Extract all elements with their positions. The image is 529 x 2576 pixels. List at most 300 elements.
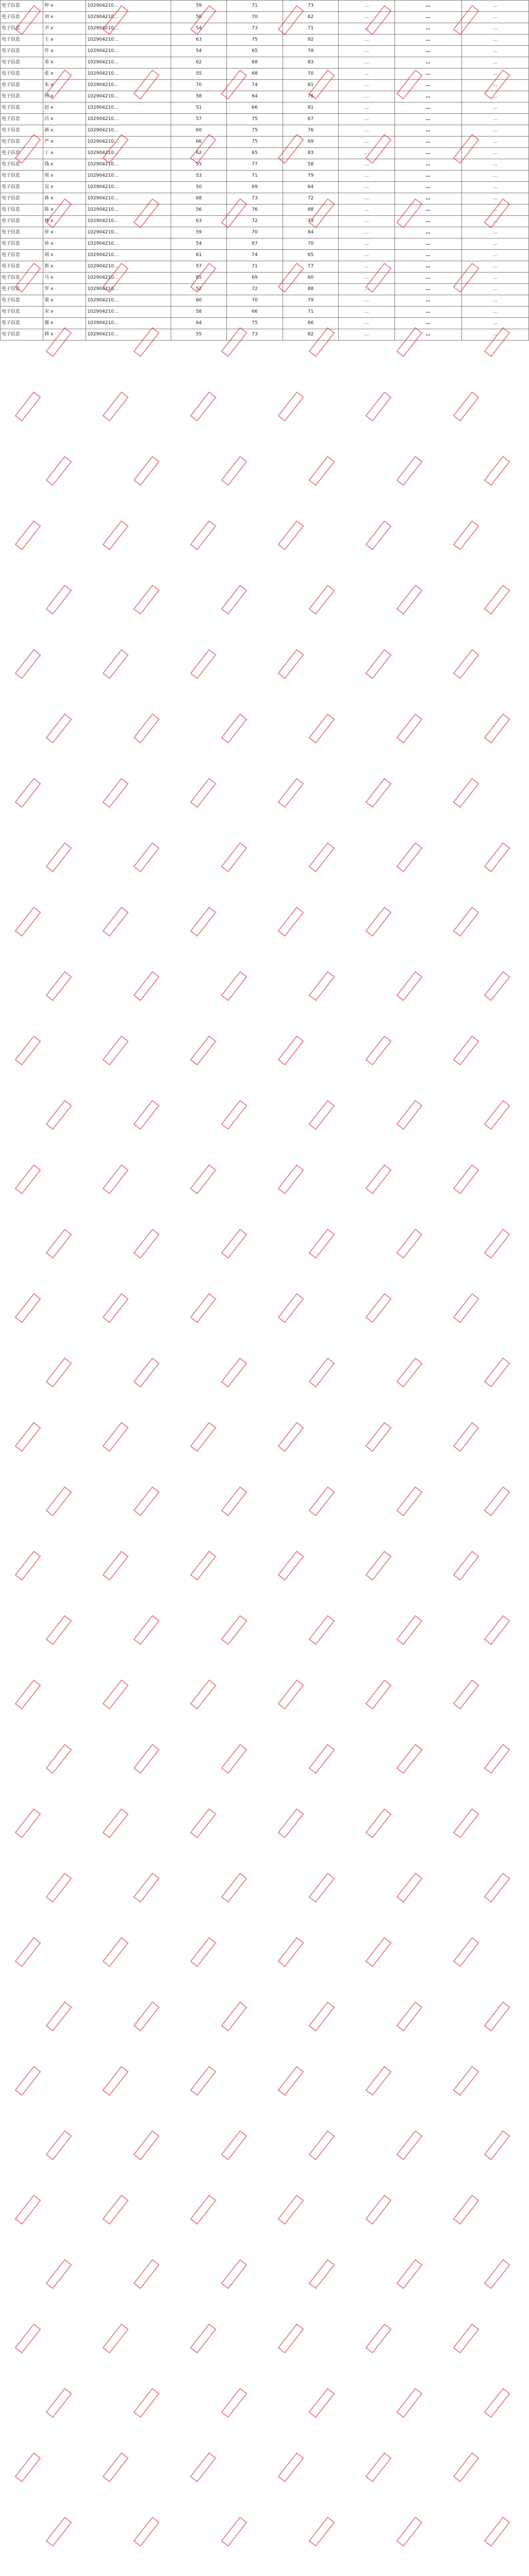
table-cell: … (394, 148, 461, 159)
watermark-stamp (221, 2130, 247, 2160)
table-cell: 电子信息 (1, 295, 43, 307)
table-cell: … (339, 148, 394, 159)
watermark-stamp (278, 2195, 304, 2225)
watermark-stamp (396, 1615, 423, 1645)
table-cell: 电子信息 (1, 329, 43, 341)
table-cell: 57 (171, 261, 226, 273)
watermark-stamp (103, 1422, 129, 1452)
table-cell: 电子信息 (1, 159, 43, 171)
table-cell: 102904210… (86, 46, 171, 57)
table-cell: 电子信息 (1, 307, 43, 318)
table-cell: … (394, 273, 461, 284)
table-cell: 71 (283, 23, 338, 35)
table-cell: … (394, 57, 461, 69)
table-cell: … (461, 1, 528, 12)
table-cell: … (339, 239, 394, 250)
watermark-stamp (453, 1937, 480, 1967)
watermark-stamp (15, 649, 41, 679)
watermark-stamp (221, 1229, 247, 1259)
table-cell: 102904210… (86, 205, 171, 216)
table-cell: 102904210… (86, 261, 171, 273)
table-cell: 62 (171, 148, 226, 159)
watermark-stamp (484, 1486, 510, 1516)
table-cell: 电子信息 (1, 227, 43, 239)
watermark-stamp (103, 520, 129, 550)
watermark-stamp (15, 1808, 41, 1838)
table-cell: 郝 x (43, 125, 86, 137)
watermark-stamp (366, 2066, 392, 2096)
table-cell: … (394, 182, 461, 193)
table-cell: 51 (171, 103, 226, 114)
watermark-stamp (484, 2002, 510, 2031)
table-cell: … (461, 307, 528, 318)
table-row (1, 1, 529, 12)
watermark-stamp (396, 585, 423, 615)
watermark-stamp (309, 1229, 335, 1259)
table-cell: … (394, 227, 461, 239)
watermark-stamp (453, 778, 480, 808)
table-cell: 梁 x (43, 295, 86, 307)
watermark-stamp (221, 1873, 247, 1903)
table-cell: 电子信息 (1, 125, 43, 137)
table-cell: … (394, 46, 461, 57)
table-cell: 仲 x (43, 1, 86, 12)
table-cell: … (339, 307, 394, 318)
watermark-stamp (484, 714, 510, 743)
table-cell: … (394, 114, 461, 125)
table-cell: 55 (171, 329, 226, 341)
watermark-stamp (103, 1164, 129, 1194)
watermark-stamp (484, 1615, 510, 1645)
watermark-stamp (15, 1937, 41, 1967)
table-cell: 58 (283, 159, 338, 171)
table-cell: 严 x (43, 137, 86, 148)
table-cell: 丁 x (43, 148, 86, 159)
watermark-stamp (134, 1744, 160, 1774)
table-cell: 电子信息 (1, 103, 43, 114)
table-cell: 71 (227, 171, 283, 182)
watermark-stamp (278, 392, 304, 421)
table-cell: … (461, 69, 528, 80)
table-cell: 电子信息 (1, 318, 43, 329)
watermark-stamp (15, 1036, 41, 1065)
watermark-stamp (221, 1358, 247, 1387)
watermark-stamp (190, 2195, 217, 2225)
table-cell: … (394, 216, 461, 227)
score-sheet (0, 0, 529, 341)
table-cell: … (461, 80, 528, 91)
watermark-stamp (15, 2195, 41, 2225)
table-cell: 74 (227, 250, 283, 261)
table-cell: 71 (227, 1, 283, 12)
watermark-stamp (46, 971, 72, 1001)
watermark-stamp (453, 1422, 480, 1452)
table-cell: 73 (283, 1, 338, 12)
watermark-stamp (103, 907, 129, 937)
watermark-stamp (484, 585, 510, 615)
table-cell: 73 (227, 23, 283, 35)
watermark-stamp (453, 1680, 480, 1709)
table-cell: … (394, 171, 461, 182)
watermark-stamp (15, 2324, 41, 2353)
watermark-stamp (396, 1873, 423, 1903)
watermark-stamp (15, 1422, 41, 1452)
table-cell: 电子信息 (1, 91, 43, 103)
watermark-stamp (221, 842, 247, 872)
table-cell: 71 (227, 261, 283, 273)
table-cell: 102904210… (86, 318, 171, 329)
table-cell: … (461, 23, 528, 35)
watermark-stamp (453, 2195, 480, 2225)
watermark-stamp (221, 2388, 247, 2418)
watermark-stamp (484, 2130, 510, 2160)
watermark-stamp (453, 2066, 480, 2096)
watermark-stamp (190, 1036, 217, 1065)
table-cell: 50 (171, 182, 226, 193)
table-cell: … (339, 193, 394, 205)
watermark-stamp (134, 842, 160, 872)
watermark-stamp (190, 2324, 217, 2353)
watermark-stamp (309, 1873, 335, 1903)
table-row (1, 227, 529, 239)
watermark-stamp (15, 907, 41, 937)
watermark-stamp (190, 520, 217, 550)
table-cell: 70 (171, 80, 226, 91)
table-cell: … (461, 137, 528, 148)
watermark-stamp (366, 1164, 392, 1194)
table-row (1, 159, 529, 171)
table-cell: 66 (227, 103, 283, 114)
watermark-stamp (484, 1873, 510, 1903)
table-cell: 郭 x (43, 261, 86, 273)
watermark-stamp (278, 1036, 304, 1065)
table-cell: 赵 x (43, 103, 86, 114)
watermark-stamp (396, 2002, 423, 2031)
table-row (1, 171, 529, 182)
table-cell: 102904210… (86, 125, 171, 137)
table-cell: 59 (171, 227, 226, 239)
watermark-stamp (103, 1937, 129, 1967)
table-cell: 54 (171, 46, 226, 57)
table-cell: … (339, 91, 394, 103)
watermark-stamp (46, 1358, 72, 1387)
table-cell: 58 (171, 91, 226, 103)
table-cell: 81 (283, 80, 338, 91)
table-cell: … (394, 284, 461, 295)
table-cell: 59 (171, 1, 226, 12)
table-row (1, 307, 529, 318)
table-cell: … (339, 46, 394, 57)
watermark-stamp (134, 1229, 160, 1259)
table-cell: 102904210… (86, 57, 171, 69)
table-row (1, 250, 529, 261)
table-cell: … (339, 57, 394, 69)
watermark-stamp (309, 842, 335, 872)
table-cell: 79 (283, 171, 338, 182)
table-cell: 68 (227, 57, 283, 69)
table-cell: 102904210… (86, 284, 171, 295)
watermark-stamp (396, 2517, 423, 2547)
table-cell: 电子信息 (1, 205, 43, 216)
watermark-stamp (46, 2259, 72, 2289)
watermark-stamp (221, 1100, 247, 1130)
table-row (1, 103, 529, 114)
table-cell: … (461, 227, 528, 239)
table-cell: 65 (171, 273, 226, 284)
table-cell: 71 (283, 307, 338, 318)
table-cell: 60 (171, 295, 226, 307)
table-cell: 69 (227, 273, 283, 284)
table-cell: 许 x (43, 46, 86, 57)
table-cell: … (461, 284, 528, 295)
watermark-stamp (103, 1808, 129, 1838)
table-cell: 76 (227, 205, 283, 216)
watermark-stamp (278, 1937, 304, 1967)
table-cell: 102904210… (86, 12, 171, 23)
table-cell: 电子信息 (1, 69, 43, 80)
watermark-stamp (134, 2517, 160, 2547)
table-row (1, 193, 529, 205)
score-table-body (1, 1, 529, 341)
table-cell: 102904210… (86, 103, 171, 114)
watermark-stamp (309, 456, 335, 486)
table-cell: 韩 x (43, 329, 86, 341)
watermark-stamp (190, 1293, 217, 1323)
watermark-stamp (103, 1551, 129, 1581)
table-cell: 73 (227, 193, 283, 205)
watermark-stamp (309, 1358, 335, 1387)
watermark-stamp (15, 1680, 41, 1709)
table-cell: 张 x (43, 69, 86, 80)
watermark-stamp (366, 1036, 392, 1065)
watermark-stamp (309, 585, 335, 615)
watermark-stamp (46, 1486, 72, 1516)
table-cell: … (339, 295, 394, 307)
table-cell: … (394, 261, 461, 273)
table-cell: 66 (227, 307, 283, 318)
watermark-stamp (46, 2130, 72, 2160)
table-cell: 电子信息 (1, 137, 43, 148)
watermark-stamp (46, 2388, 72, 2418)
table-cell: 75 (227, 137, 283, 148)
table-cell: … (394, 239, 461, 250)
table-cell: 102904210… (86, 171, 171, 182)
table-cell: … (461, 171, 528, 182)
table-cell: 吴 x (43, 182, 86, 193)
watermark-stamp (396, 1358, 423, 1387)
watermark-stamp (278, 2324, 304, 2353)
watermark-stamp (46, 714, 72, 743)
watermark-stamp (366, 649, 392, 679)
table-cell: 徐 x (43, 227, 86, 239)
watermark-stamp (221, 585, 247, 615)
table-row (1, 148, 529, 159)
watermark-stamp (190, 1680, 217, 1709)
table-row (1, 12, 529, 23)
watermark-stamp (278, 1422, 304, 1452)
watermark-stamp (484, 456, 510, 486)
watermark-stamp (134, 714, 160, 743)
watermark-stamp (15, 778, 41, 808)
table-row (1, 57, 529, 69)
table-cell: 77 (227, 159, 283, 171)
table-cell: 63 (171, 35, 226, 46)
watermark-stamp (366, 907, 392, 937)
table-cell: … (339, 318, 394, 329)
table-cell: … (339, 69, 394, 80)
table-cell: 102904210… (86, 69, 171, 80)
table-cell: … (339, 216, 394, 227)
watermark-stamp (103, 392, 129, 421)
watermark-stamp (366, 2452, 392, 2482)
table-cell: 60 (171, 125, 226, 137)
watermark-stamp (134, 585, 160, 615)
table-cell: 67 (227, 239, 283, 250)
table-cell: 70 (283, 69, 338, 80)
watermark-stamp (278, 649, 304, 679)
watermark-stamp (134, 1873, 160, 1903)
watermark-stamp (453, 649, 480, 679)
watermark-stamp (103, 2452, 129, 2482)
table-cell: 83 (283, 148, 338, 159)
table-cell: 92 (283, 35, 338, 46)
watermark-stamp (453, 907, 480, 937)
watermark-stamp (278, 778, 304, 808)
table-cell: 78 (283, 46, 338, 57)
table-cell: 电子信息 (1, 1, 43, 12)
table-cell: 72 (227, 216, 283, 227)
table-cell: … (461, 318, 528, 329)
table-cell: 蒋 x (43, 193, 86, 205)
watermark-stamp (103, 2195, 129, 2225)
watermark-stamp (453, 1036, 480, 1065)
table-cell: 88 (283, 284, 338, 295)
watermark-stamp (134, 456, 160, 486)
watermark-stamp (190, 392, 217, 421)
table-cell: 83 (283, 57, 338, 69)
watermark-stamp (309, 1615, 335, 1645)
table-row (1, 318, 529, 329)
table-cell: … (339, 250, 394, 261)
table-row (1, 329, 529, 341)
table-cell: … (461, 295, 528, 307)
table-cell: … (461, 12, 528, 23)
table-cell: 57 (171, 114, 226, 125)
table-cell: 72 (283, 193, 338, 205)
watermark-stamp (396, 2259, 423, 2289)
watermark-stamp (366, 1551, 392, 1581)
watermark-stamp (103, 2324, 129, 2353)
watermark-stamp (484, 1100, 510, 1130)
table-row (1, 46, 529, 57)
table-row (1, 273, 529, 284)
table-row (1, 114, 529, 125)
watermark-stamp (396, 456, 423, 486)
watermark-stamp (221, 2002, 247, 2031)
watermark-stamp (396, 1100, 423, 1130)
watermark-stamp (46, 842, 72, 872)
table-cell: 孙 x (43, 239, 86, 250)
watermark-stamp (15, 1164, 41, 1194)
table-cell: 电子信息 (1, 171, 43, 182)
watermark-stamp (484, 1744, 510, 1774)
table-cell: 102904210… (86, 329, 171, 341)
table-cell: 电子信息 (1, 273, 43, 284)
table-cell: 电子信息 (1, 261, 43, 273)
table-cell: … (394, 1, 461, 12)
table-cell: … (461, 205, 528, 216)
table-cell: 朱 x (43, 80, 86, 91)
table-cell: 58 (171, 307, 226, 318)
watermark-stamp (484, 971, 510, 1001)
table-cell: 102904210… (86, 216, 171, 227)
table-cell: 54 (171, 239, 226, 250)
table-cell: … (461, 57, 528, 69)
watermark-stamp (453, 520, 480, 550)
watermark-stamp (278, 1808, 304, 1838)
table-cell: … (394, 329, 461, 341)
watermark-stamp (396, 1229, 423, 1259)
table-cell: … (461, 250, 528, 261)
table-cell: … (461, 182, 528, 193)
table-cell: … (339, 261, 394, 273)
table-cell: 102904210… (86, 307, 171, 318)
watermark-stamp (190, 1808, 217, 1838)
table-cell: … (461, 273, 528, 284)
table-cell: 70 (227, 12, 283, 23)
table-cell: 王 x (43, 35, 86, 46)
watermark-stamp (221, 1615, 247, 1645)
table-cell: 电子信息 (1, 35, 43, 46)
watermark-stamp (278, 1551, 304, 1581)
table-cell: 102904210… (86, 295, 171, 307)
watermark-stamp (46, 2002, 72, 2031)
table-cell: 82 (283, 329, 338, 341)
table-cell: 65 (227, 46, 283, 57)
table-cell: 102904210… (86, 148, 171, 159)
table-cell: … (461, 193, 528, 205)
watermark-stamp (46, 1744, 72, 1774)
table-row (1, 80, 529, 91)
table-cell: … (394, 23, 461, 35)
watermark-stamp (46, 1229, 72, 1259)
watermark-stamp (134, 2002, 160, 2031)
table-cell: 钱 x (43, 159, 86, 171)
table-cell: 74 (227, 80, 283, 91)
watermark-stamp (221, 714, 247, 743)
watermark-stamp (278, 2066, 304, 2096)
watermark-stamp (453, 1293, 480, 1323)
watermark-stamp (309, 1100, 335, 1130)
watermark-stamp (221, 1486, 247, 1516)
watermark-stamp (134, 2259, 160, 2289)
table-cell: 75 (227, 318, 283, 329)
watermark-stamp (190, 1164, 217, 1194)
table-cell: 65 (227, 148, 283, 159)
watermark-stamp (366, 1808, 392, 1838)
table-cell: … (461, 261, 528, 273)
watermark-stamp (190, 778, 217, 808)
watermark-stamp (309, 1486, 335, 1516)
table-cell: 电子信息 (1, 182, 43, 193)
table-cell: 102904210… (86, 23, 171, 35)
table-cell: 63 (171, 216, 226, 227)
watermark-stamp (46, 1100, 72, 1130)
watermark-stamp (15, 1293, 41, 1323)
table-row (1, 69, 529, 80)
table-cell: … (339, 159, 394, 171)
watermark-stamp (453, 1551, 480, 1581)
